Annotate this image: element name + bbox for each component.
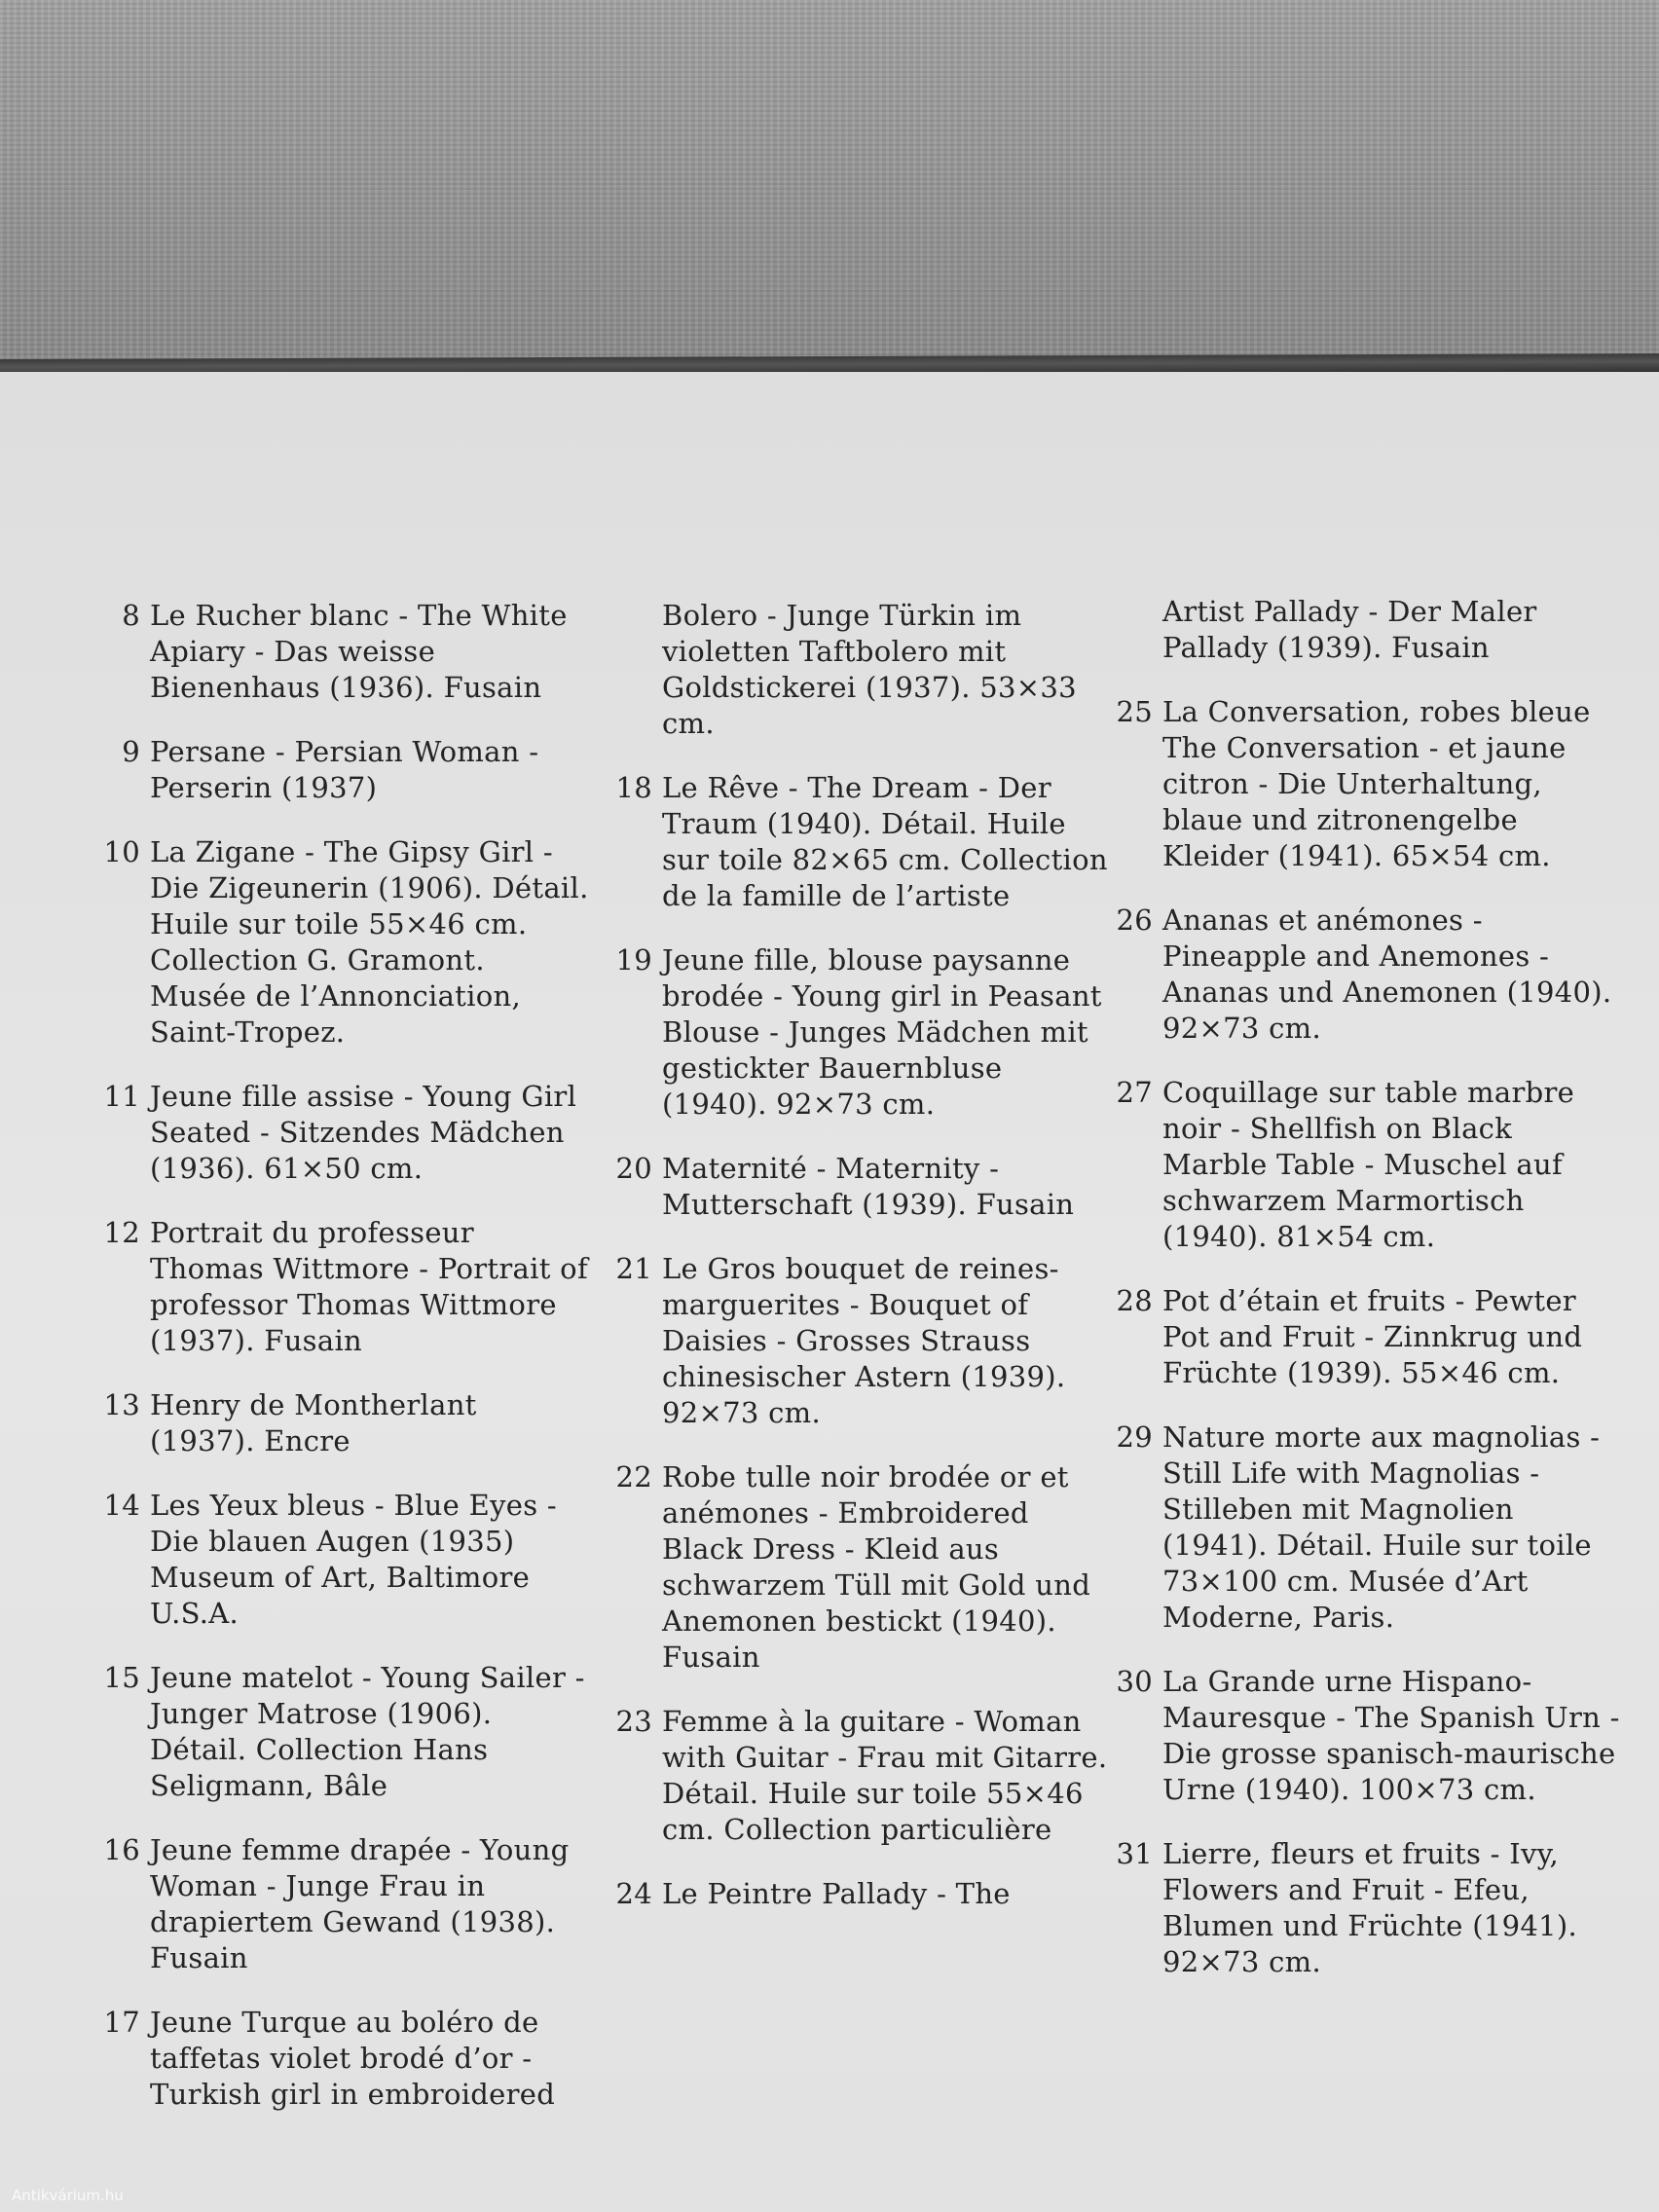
entry-number: 26 [1116,903,1153,937]
catalog-entry-continued [609,598,1108,742]
entry-text: Le Peintre Pallady - The [662,1877,1011,1910]
entry-text: Bolero - Junge Türkin im violetten Taftbolero mit Goldstickerei (1937). 53×33 cm. [662,599,1077,740]
catalog-entry [609,1704,1108,1848]
catalog-entry [93,1387,590,1459]
catalog-page [0,372,1659,2212]
entry-number: 11 [103,1080,140,1113]
catalog-entry [93,734,590,806]
entry-number: 14 [103,1489,140,1522]
entry-number: 31 [1116,1837,1153,1870]
catalog-entry [93,834,590,1051]
column-1 [93,598,590,2141]
catalog-entry [93,2005,590,2113]
catalog-entry [93,598,590,706]
entry-text: La Zigane - The Gipsy Girl - Die Zigeunerin (1906). Détail. Huile sur toile 55×46 cm. Collection G. Gramont. Musée de l’Annonciation, Saint-Tropez. [150,835,589,1049]
entry-number: 8 [122,599,140,632]
entry-text: Jeune fille assise - Young Girl Seated - Sitzendes Mädchen (1936). 61×50 cm. [150,1080,577,1185]
entry-text: Persane - Persian Woman - Perserin (1937) [150,735,539,804]
background-surface [0,0,1659,370]
entry-number: 15 [103,1661,140,1694]
entry-text: Lierre, fleurs et fruits - Ivy, Flowers and Fruit - Efeu, Blumen und Früchte (1941). 92×73 cm. [1162,1837,1578,1978]
catalog-entry [1110,1075,1626,1255]
catalog-entry [93,1488,590,1632]
entry-number: 30 [1116,1665,1153,1698]
catalog-entry [1110,694,1626,874]
catalog-entry [93,1660,590,1804]
catalog-entry [1110,903,1626,1047]
entry-number: 13 [103,1388,140,1421]
catalog-entry [93,1832,590,1976]
entry-number: 18 [615,771,652,804]
catalog-entry [609,1459,1108,1676]
column-3 [1110,594,1626,2009]
catalog-entry [1110,1664,1626,1808]
entry-text: Henry de Montherlant (1937). Encre [150,1388,477,1457]
entry-text: Coquillage sur table marbre noir - Shellfish on Black Marble Table - Muschel auf schwarzem Marmortisch (1940). 81×54 cm. [1162,1076,1575,1253]
entry-text: Portrait du professeur Thomas Wittmore - Portrait of professor Thomas Wittmore (1937). Fusain [150,1216,588,1357]
entry-number: 9 [122,735,140,768]
column-2 [609,598,1108,1940]
catalog-entry [1110,1836,1626,1980]
entry-text: Jeune matelot - Young Sailer - Junger Matrose (1906). Détail. Collection Hans Seligmann, Bâle [150,1661,585,1802]
entry-text: Artist Pallady - Der Maler Pallady (1939). Fusain [1162,595,1537,664]
entry-number: 27 [1116,1076,1153,1109]
entry-number: 17 [103,2006,140,2039]
entry-number: 20 [615,1152,652,1185]
entry-text: Jeune Turque au boléro de taffetas violet brodé d’or - Turkish girl in embroidered [150,2006,556,2111]
entry-number: 29 [1116,1420,1153,1454]
catalog-entry [609,1151,1108,1223]
entry-text: Nature morte aux magnolias - Still Life with Magnolias - Stilleben mit Magnolien (1941). Détail. Huile sur toile 73×100 cm. Musée d’Art Moderne, Paris. [1162,1420,1601,1634]
entry-text: Jeune femme drapée - Young Woman - Junge Frau in drapiertem Gewand (1938). Fusain [150,1833,570,1974]
catalog-entry [93,1215,590,1359]
entry-number: 23 [615,1705,652,1738]
catalog-entry [609,942,1108,1123]
catalog-entry [1110,1283,1626,1391]
watermark: Antikvárium.hu [12,2187,124,2204]
entry-number: 19 [615,943,652,977]
entry-number: 16 [103,1833,140,1866]
entry-number: 12 [103,1216,140,1249]
catalog-entry [609,1876,1108,1912]
entry-number: 10 [103,835,140,868]
catalog-entry [1110,1419,1626,1636]
entry-number: 22 [615,1460,652,1493]
catalog-entry [609,770,1108,914]
entry-number: 24 [615,1877,652,1910]
catalog-entry-continued [1110,594,1626,666]
catalog-entry [93,1079,590,1187]
entry-text: Le Rêve - The Dream - Der Traum (1940). Détail. Huile sur toile 82×65 cm. Collection de la famille de l’artiste [662,771,1108,912]
entry-text: Le Gros bouquet de reines-marguerites - Bouquet of Daisies - Grosses Strauss chinesischer Astern (1939). 92×73 cm. [662,1252,1066,1429]
catalog-entry [609,1251,1108,1431]
entry-text: Pot d’étain et fruits - Pewter Pot and Fruit - Zinnkrug und Früchte (1939). 55×46 cm. [1162,1284,1583,1389]
entry-text: Robe tulle noir brodée or et anémones - Embroidered Black Dress - Kleid aus schwarzem Tüll mit Gold und Anemonen bestickt (1940). Fusain [662,1460,1091,1674]
entry-text: Les Yeux bleus - Blue Eyes - Die blauen Augen (1935) Museum of Art, Baltimore U.S.A. [150,1489,558,1630]
entry-text: Le Rucher blanc - The White Apiary - Das weisse Bienenhaus (1936). Fusain [150,599,568,704]
entry-text: Jeune fille, blouse paysanne brodée - Young girl in Peasant Blouse - Junges Mädchen mit gestickter Bauernbluse (1940). 92×73 cm. [662,943,1102,1121]
entry-number: 25 [1116,695,1153,728]
entry-text: Femme à la guitare - Woman with Guitar - Frau mit Gitarre. Détail. Huile sur toile 55×46 cm. Collection particulière [662,1705,1108,1846]
entry-number: 28 [1116,1284,1153,1317]
entry-text: Maternité - Maternity - Mutterschaft (1939). Fusain [662,1152,1075,1221]
entry-text: La Grande urne Hispano-Mauresque - The Spanish Urn - Die grosse spanisch-maurische Urne (1940). 100×73 cm. [1162,1665,1620,1806]
entry-number: 21 [615,1252,652,1285]
entry-text: Ananas et anémones - Pineapple and Anemones - Ananas und Anemonen (1940). 92×73 cm. [1162,903,1612,1045]
entry-text: La Conversation, robes bleue The Conversation - et jaune citron - Die Unterhaltung, blaue und zitronengelbe Kleider (1941). 65×54 cm. [1162,695,1591,872]
